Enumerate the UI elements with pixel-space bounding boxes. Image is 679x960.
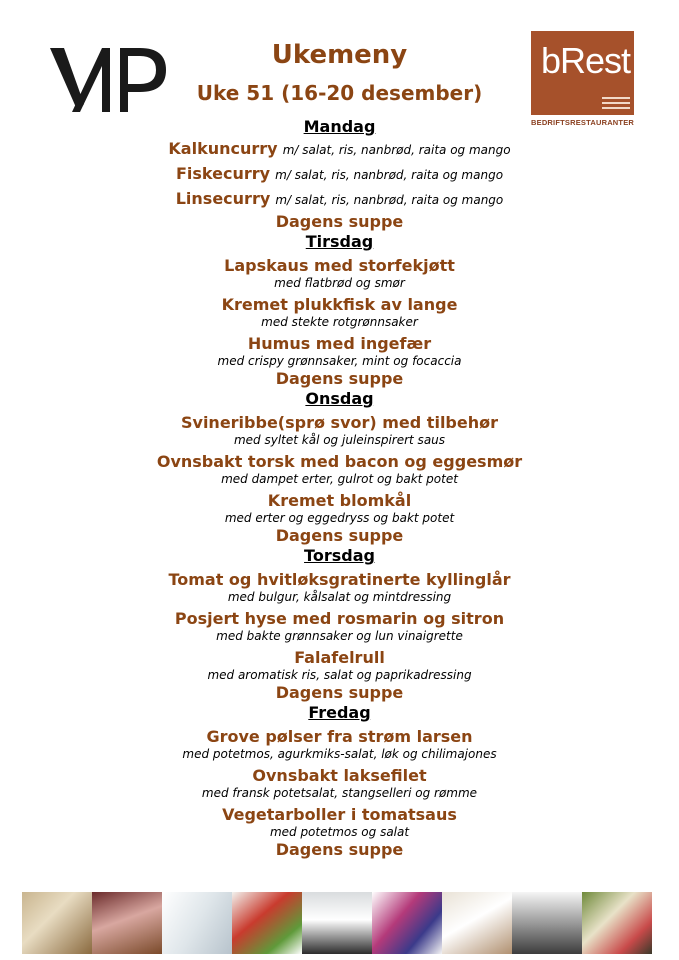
dish-item xyxy=(0,452,679,487)
page-title: Ukemeny xyxy=(271,40,408,70)
weekly-menu xyxy=(0,117,679,860)
dish-item xyxy=(0,766,679,801)
dish-name: Ovnsbakt torsk med bacon og eggesmør xyxy=(156,452,523,471)
dish-name: Kremet blomkål xyxy=(267,491,412,510)
day-heading-mandag: Mandag xyxy=(303,117,376,136)
dish-item xyxy=(0,609,679,644)
dish-description: m/ salat, ris, nanbrød, raita og mango xyxy=(282,143,511,157)
dish-name: Svineribbe(sprø svor) med tilbehør xyxy=(180,413,498,432)
photo-chef xyxy=(442,892,512,954)
dish-description: m/ salat, ris, nanbrød, raita og mango xyxy=(275,168,504,182)
dish-item xyxy=(0,162,679,187)
soup-of-the-day: Dagens suppe xyxy=(275,369,404,388)
day-heading-onsdag: Onsdag xyxy=(305,389,374,408)
dish-item xyxy=(0,648,679,683)
dish-description: med crispy grønnsaker, mint og focaccia xyxy=(217,354,462,368)
dish-description: med fransk potetsalat, stangselleri og rømme xyxy=(201,786,478,800)
dish-item xyxy=(0,413,679,448)
dish-name: Fiskecurry xyxy=(175,164,271,183)
day-heading-fredag: Fredag xyxy=(308,703,371,722)
dish-name: Humus med ingefær xyxy=(247,334,432,353)
dish-item xyxy=(0,570,679,605)
dish-item xyxy=(0,805,679,840)
photo-bread-dip xyxy=(22,892,92,954)
week-heading: Uke 51 (16-20 desember) xyxy=(196,81,483,105)
dish-description: m/ salat, ris, nanbrød, raita og mango xyxy=(275,193,504,207)
dish-description: med bakte grønnsaker og lun vinaigrette xyxy=(216,629,463,643)
photo-glasses xyxy=(302,892,372,954)
photo-cupcakes xyxy=(92,892,162,954)
dish-name: Linsecurry xyxy=(175,189,271,208)
soup-of-the-day: Dagens suppe xyxy=(275,683,404,702)
dish-item xyxy=(0,334,679,369)
dish-item xyxy=(0,727,679,762)
dish-description: med syltet kål og juleinspirert saus xyxy=(233,433,446,447)
photo-desserts xyxy=(372,892,442,954)
day-heading-torsdag: Torsdag xyxy=(304,546,375,565)
day-heading-tirsdag: Tirsdag xyxy=(305,232,374,251)
dish-item xyxy=(0,187,679,212)
dish-name: Falafelrull xyxy=(294,648,385,667)
dish-description: med potetmos, agurkmiks-salat, løk og chilimajones xyxy=(182,747,497,761)
dish-name: Ovnsbakt laksefilet xyxy=(252,766,427,785)
dish-name: Kalkuncurry xyxy=(168,139,278,158)
brest-tagline: BEDRIFTSRESTAURANTER xyxy=(531,118,635,127)
photo-cups xyxy=(162,892,232,954)
dish-name: Tomat og hvitløksgratinerte kyllinglår xyxy=(168,570,511,589)
dish-item xyxy=(0,295,679,330)
dish-item xyxy=(0,491,679,526)
dish-description: med erter og eggedryss og bakt potet xyxy=(224,511,455,525)
photo-cutlery xyxy=(512,892,582,954)
dish-description: med bulgur, kålsalat og mintdressing xyxy=(227,590,452,604)
dish-description: med potetmos og salat xyxy=(269,825,410,839)
food-photo-strip xyxy=(22,892,652,954)
photo-antipasti xyxy=(582,892,652,954)
soup-of-the-day: Dagens suppe xyxy=(275,212,404,231)
photo-salad xyxy=(232,892,302,954)
dish-description: med dampet erter, gulrot og bakt potet xyxy=(221,472,458,486)
dish-name: Grove pølser fra strøm larsen xyxy=(206,727,473,746)
dish-description: med stekte rotgrønnsaker xyxy=(261,315,418,329)
dish-name: Lapskaus med storfekjøtt xyxy=(224,256,455,275)
dish-item xyxy=(0,137,679,162)
soup-of-the-day: Dagens suppe xyxy=(275,526,404,545)
brest-brand-text: bRest xyxy=(541,40,631,81)
dish-name: Kremet plukkfisk av lange xyxy=(221,295,458,314)
dish-name: Posjert hyse med rosmarin og sitron xyxy=(174,609,505,628)
dish-description: med flatbrød og smør xyxy=(274,276,405,290)
dish-description: med aromatisk ris, salat og paprikadressing xyxy=(207,668,472,682)
soup-of-the-day: Dagens suppe xyxy=(275,840,404,859)
dish-name: Vegetarboller i tomatsaus xyxy=(222,805,457,824)
dish-item xyxy=(0,256,679,291)
